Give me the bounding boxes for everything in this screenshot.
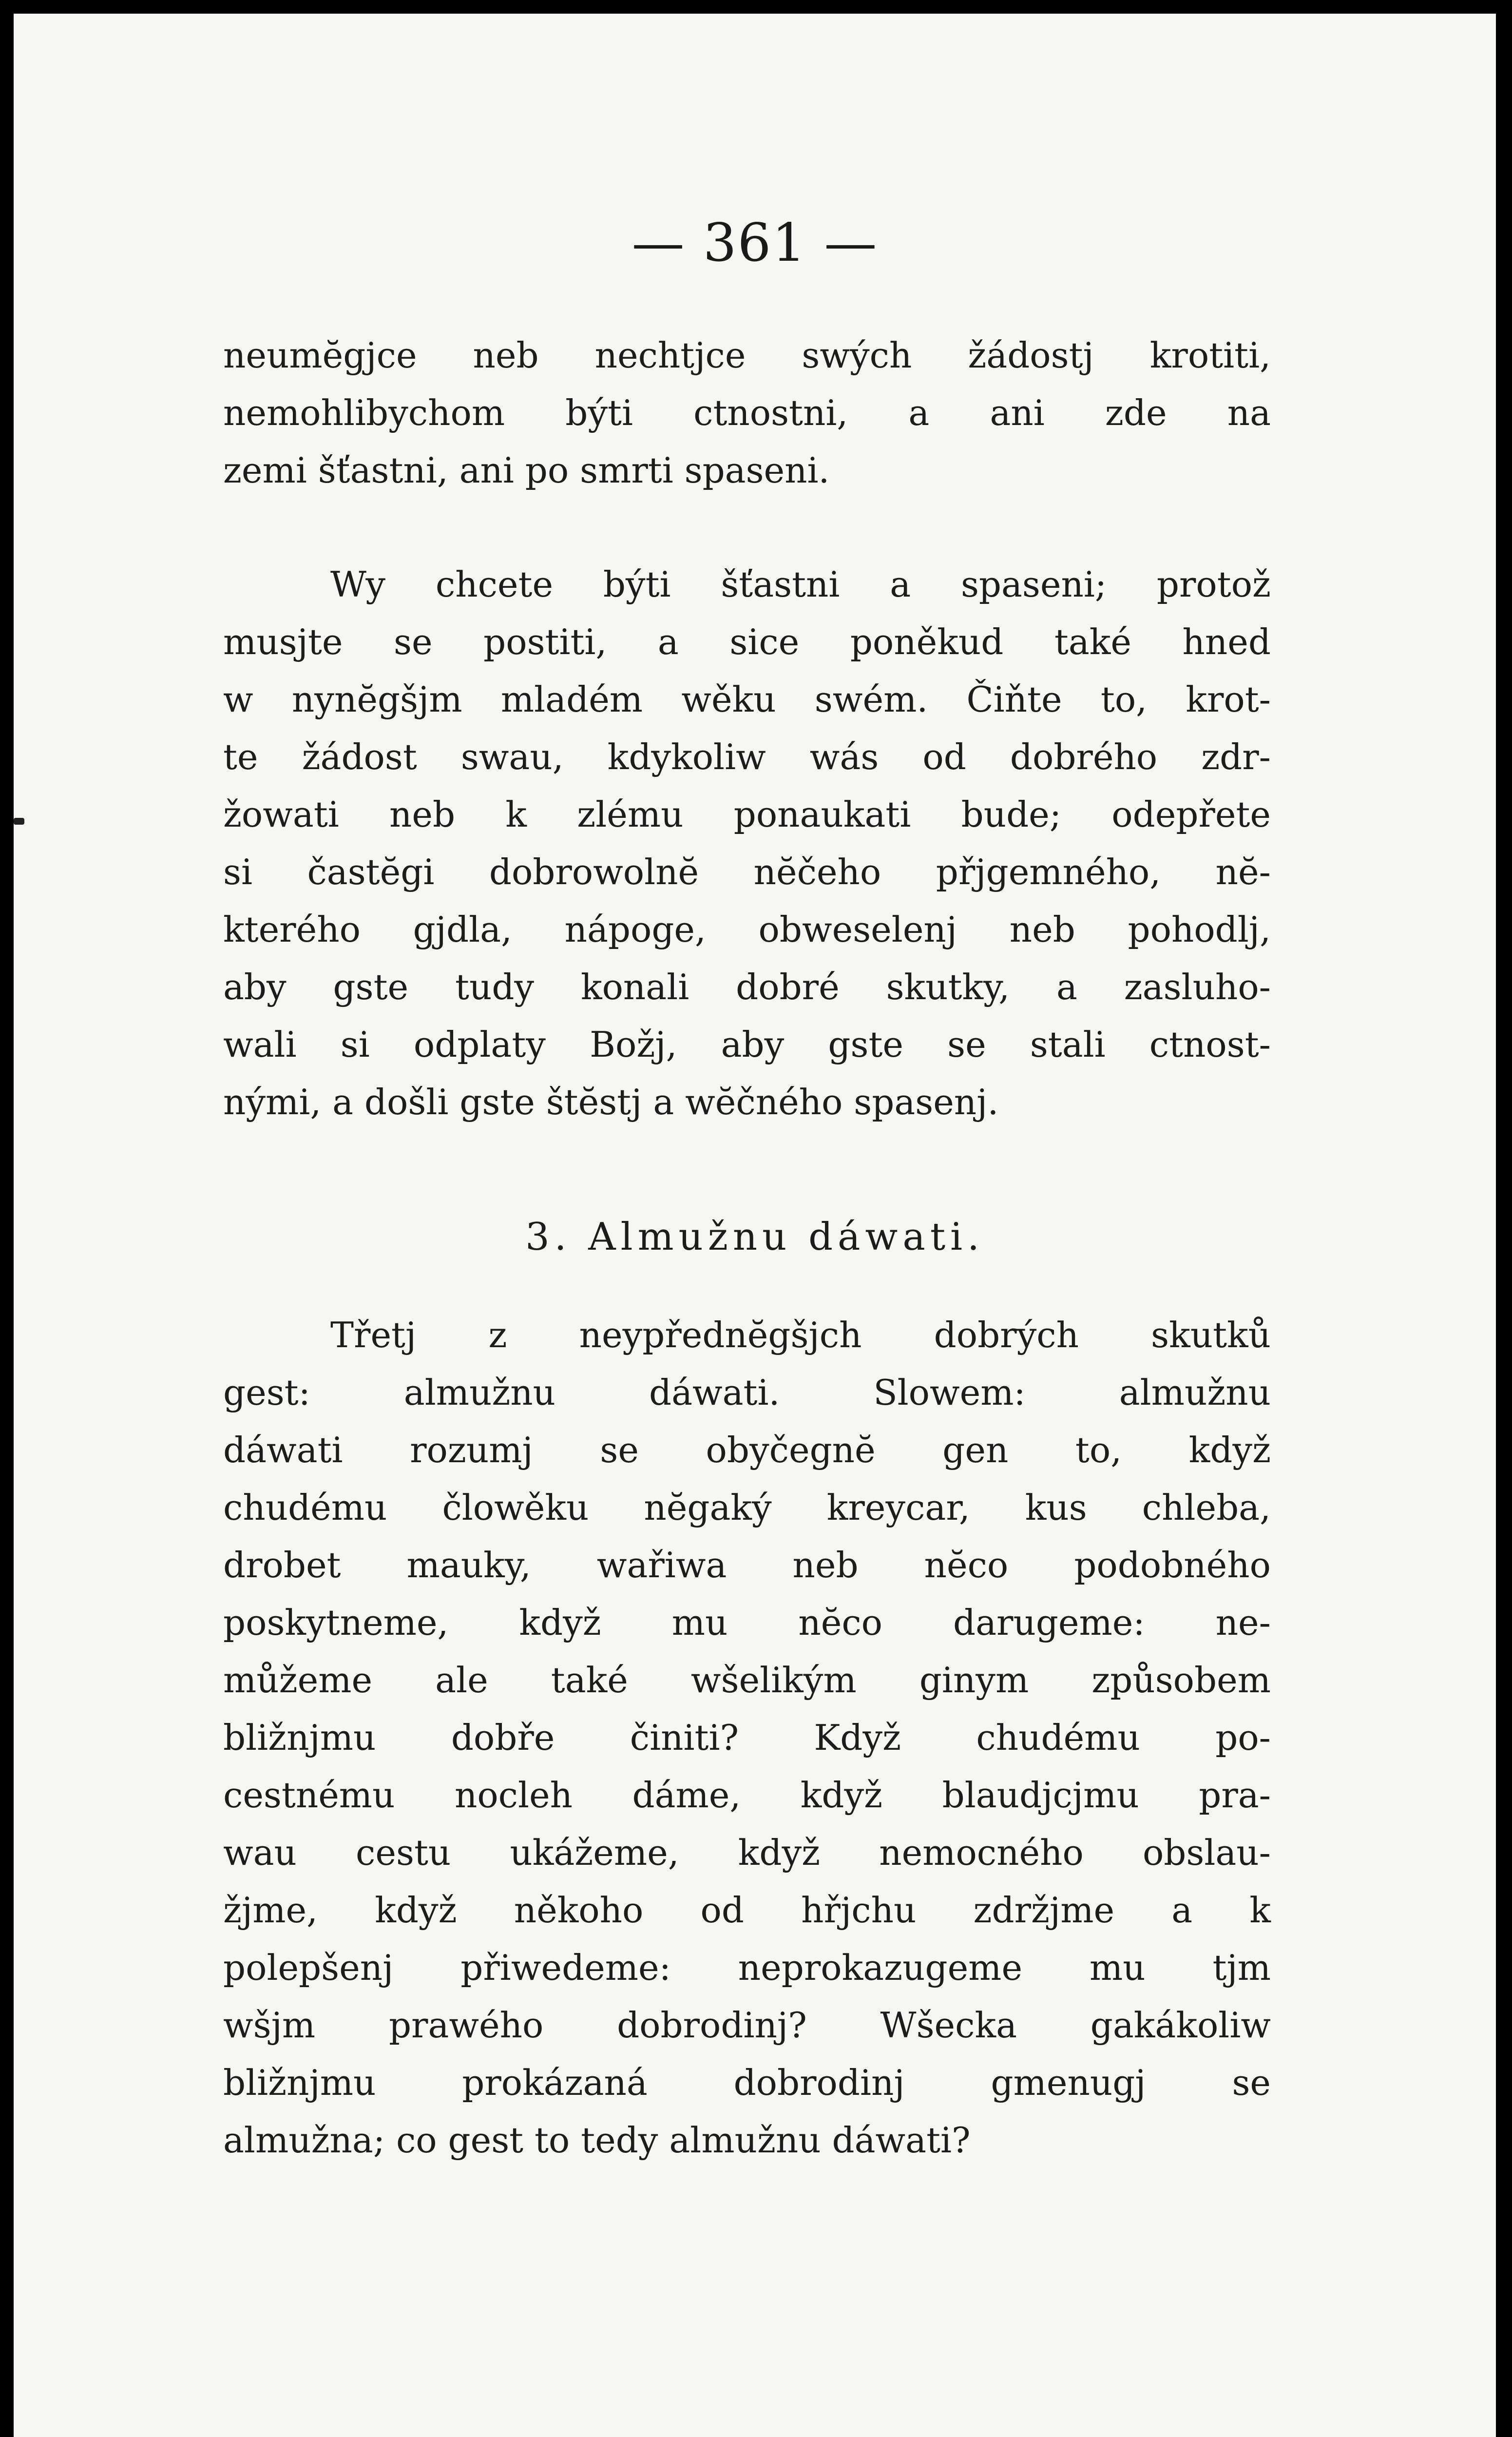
text-line: žowati neb k zlému ponaukati bude; odepřete — [223, 794, 1271, 835]
text-line: si častĕgi dobrowolnĕ nĕčeho přjgemného, nĕ- — [223, 851, 1271, 892]
text-line: chudému člowěku nĕgaký kreycar, kus chleba, — [223, 1487, 1271, 1528]
text-line: polepšenj přiwedeme: neprokazugeme mu tjm — [223, 1947, 1271, 1988]
text-line: kterého gjdla, nápoge, obweselenj neb pohodlj, — [223, 909, 1271, 950]
text-line: almužna; co gest to tedy almužnu dáwati? — [223, 2120, 971, 2161]
text-line: drobet mauky, wařiwa neb nĕco podobného — [223, 1545, 1271, 1586]
text-line: nemohlibychom býti ctnostni, a ani zde na — [223, 392, 1271, 433]
page-number: — 361 — — [632, 213, 878, 273]
text-line: nými, a došli gste štĕstj a wĕčného spasenj. — [223, 1082, 999, 1122]
scan-artifact — [14, 818, 24, 825]
text-line: bližnjmu dobře činiti? Když chudému po- — [223, 1717, 1271, 1758]
text-line: wali si odplaty Božj, aby gste se stali ctnost- — [223, 1024, 1271, 1065]
text-line: wšjm prawého dobrodinj? Wšecka gakákoliw — [223, 2005, 1271, 2046]
text-line: aby gste tudy konali dobré skutky, a zasluho- — [223, 967, 1271, 1007]
text-line: dáwati rozumj se obyčegnĕ gen to, když — [223, 1430, 1271, 1470]
text-line: cestnému nocleh dáme, když blaudjcjmu pra- — [223, 1775, 1271, 1816]
paragraph-1 — [223, 327, 1271, 499]
text-line: žjme, když někoho od hřjchu zdržjme a k — [223, 1890, 1271, 1931]
text-line: Wy chcete býti šťastni a spaseni; protož — [330, 564, 1271, 605]
text-line: te žádost swau, kdykoliw wás od dobrého zdr- — [223, 736, 1271, 777]
text-line: můžeme ale také wšelikým ginym způsobem — [223, 1660, 1271, 1701]
text-line: Třetj z neypřednĕgšjch dobrých skutků — [330, 1315, 1271, 1355]
text-line: musjte se postiti, a sice poněkud také hned — [223, 621, 1271, 662]
text-line: zemi šťastni, ani po smrti spaseni. — [223, 450, 830, 491]
text-line: w nynĕgšjm mladém wěku swém. Čiňte to, krot- — [223, 679, 1271, 720]
text-line: neumĕgjce neb nechtjce swých žádostj krotiti, — [223, 335, 1271, 376]
text-line: poskytneme, když mu nĕco darugeme: ne- — [223, 1602, 1271, 1643]
paragraph-2 — [223, 556, 1271, 1131]
text-line: gest: almužnu dáwati. Slowem: almužnu — [223, 1372, 1271, 1413]
book-page — [14, 14, 1496, 2437]
section-heading: 3. Almužnu dáwati. — [525, 1215, 984, 1259]
text-line: bližnjmu prokázaná dobrodinj gmenugj se — [223, 2062, 1271, 2103]
paragraph-3 — [223, 1306, 1271, 2169]
text-line: wau cestu ukážeme, když nemocného obslau- — [223, 1832, 1271, 1873]
